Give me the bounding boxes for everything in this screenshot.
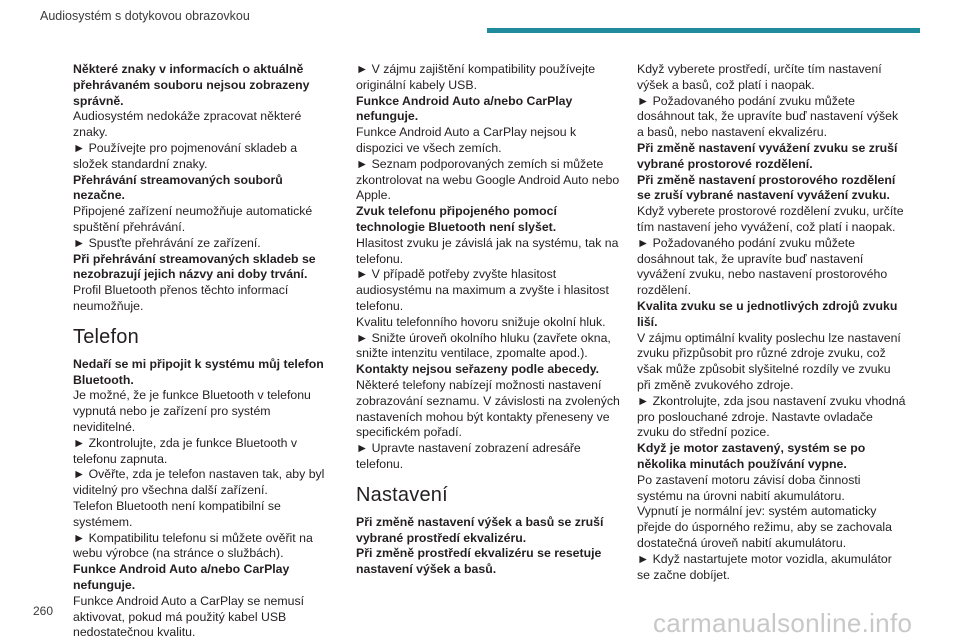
body-paragraph: Profil Bluetooth přenos těchto informací neumožňuje. [73, 283, 289, 313]
section-heading: Nastavení [356, 483, 448, 506]
issue-heading: Některé znaky v informacích o aktuálně přehrávaném souboru nejsou zobrazeny správně. [73, 62, 310, 108]
issue-heading: Při přehrávání streamovaných skladeb se nezobrazují jejich názvy ani doby trvání. [73, 251, 316, 282]
issue-heading: Funkce Android Auto a/nebo CarPlay nefunguje. [73, 562, 290, 592]
column-1 [73, 62, 335, 641]
issue-heading: Kvalita zvuku se u jednotlivých zdrojů zvuku liší. [637, 298, 898, 329]
column-2 [356, 62, 624, 578]
body-paragraph: Hlasitost zvuku je závislá jak na systému, tak na telefonu. [356, 235, 619, 266]
watermark: carmanualsonline.info [653, 608, 913, 638]
issue-heading: Kontakty nejsou seřazeny podle abecedy. [356, 362, 600, 377]
body-paragraph: Telefon Bluetooth není kompatibilní se systémem. [73, 498, 281, 529]
body-paragraph: Je možné, že je funkce Bluetooth v telefonu vypnutá nebo je zařízení pro systém neviditelné. [73, 388, 311, 434]
body-paragraph: ► Seznam podporovaných zemích si můžete zkontrolovat na webu Google Android Auto nebo Apple. [356, 156, 620, 203]
body-paragraph: ► Požadovaného podání zvuku můžete dosáhnout tak, že upravíte buď nastavení výšek a basů, nebo nastavení ekvalizéru. [637, 93, 899, 140]
issue-heading: Při změně nastavení výšek a basů se zruší vybrané prostředí ekvalizéru. [356, 514, 604, 545]
body-paragraph: ► Když nastartujete motor vozidla, akumulátor se začne dobíjet. [637, 551, 892, 582]
header-accent-bar [487, 28, 920, 33]
issue-heading: Při změně nastavení prostorového rozdělení se zruší vybrané nastavení vyvážení zvuku. [637, 172, 896, 203]
body-paragraph: ► Snižte úroveň okolního hluku (zavřete okna, snižte intenzitu ventilace, zpomalte apod.). [356, 330, 611, 361]
issue-heading: Přehrávání streamovaných souborů nezačne. [73, 172, 283, 203]
body-paragraph: ► Spusťte přehrávání ze zařízení. [73, 235, 261, 250]
body-paragraph: ► Upravte nastavení zobrazení adresáře telefonu. [356, 441, 581, 471]
running-header: Audiosystém s dotykovou obrazovkou [40, 9, 250, 23]
issue-heading: Při změně nastavení vyvážení zvuku se zruší vybrané prostorové rozdělení. [637, 140, 898, 171]
body-paragraph: Vypnutí je normální jev: systém automaticky přejde do úsporného režimu, aby se zachovala dostatečná úroveň nabití akumulátoru. [637, 504, 892, 550]
body-paragraph: ► V zájmu zajištění kompatibility používejte originální kabely USB. [356, 62, 596, 92]
body-paragraph: V zájmu optimální kvality poslechu lze nastavení zvuku přizpůsobit pro různé zdroje zvuku, což však může způsobit slyšitelné rozdíly ve zvuku při změně zvukového zdroje. [637, 330, 901, 392]
section-heading: Telefon [73, 325, 139, 348]
issue-heading: Nedaří se mi připojit k systému můj telefon Bluetooth. [73, 356, 324, 387]
body-paragraph: Kvalitu telefonního hovoru snižuje okolní hluk. [356, 314, 606, 329]
body-paragraph: Audiosystém nedokáže zpracovat některé znaky. [73, 109, 302, 140]
body-paragraph: Některé telefony nabízejí možnosti nastavení zobrazování seznamu. V závislosti na zvolených nastaveních mohou být kontakty přeneseny ve specifickém pořadí. [356, 377, 620, 440]
body-paragraph: ► Používejte pro pojmenování skladeb a složek standardní znaky. [73, 140, 298, 171]
body-paragraph: Když vyberete prostorové rozdělení zvuku, určíte tím nastavení jeho vyvážení, což platí i naopak. [637, 204, 904, 234]
body-paragraph: Funkce Android Auto a CarPlay se nemusí aktivovat, pokud má použitý kabel USB nedostatečnou kvalitu. [73, 593, 305, 640]
body-paragraph: ► Ověřte, zda je telefon nastaven tak, aby byl viditelný pro všechna další zařízení. [73, 467, 325, 498]
issue-heading: Zvuk telefonu připojeného pomocí technologie Bluetooth není slyšet. [356, 204, 557, 234]
body-paragraph: Když vyberete prostředí, určíte tím nastavení výšek a basů, což platí i naopak. [637, 62, 882, 92]
body-paragraph: ► Kompatibilitu telefonu si můžete ověřit na webu výrobce (na stránce o službách). [73, 530, 313, 561]
body-paragraph: ► V případě potřeby zvyšte hlasitost audiosystému na maximum a zvyšte i hlasitost telefonu. [356, 267, 609, 313]
body-paragraph: ► Zkontrolujte, zda jsou nastavení zvuku vhodná pro poslouchané zdroje. Nastavte ovladače zvuku do střední pozice. [637, 393, 906, 440]
issue-heading: Při změně prostředí ekvalizéru se resetuje nastavení výšek a basů. [356, 546, 602, 577]
column-3 [637, 62, 907, 583]
issue-heading: Funkce Android Auto a/nebo CarPlay nefunguje. [356, 93, 573, 124]
body-paragraph: Funkce Android Auto a CarPlay nejsou k dispozici ve všech zemích. [356, 125, 577, 155]
body-paragraph: ► Požadovaného podání zvuku můžete dosáhnout tak, že upravíte buď nastavení vyvážení zvuku, nebo nastavení prostorového rozdělení. [637, 235, 888, 298]
page-number: 260 [33, 604, 54, 618]
issue-heading: Když je motor zastavený, systém se po několika minutách používání vypne. [637, 441, 866, 471]
body-paragraph: Po zastavení motoru závisí doba činnosti systému na úrovni nabití akumulátoru. [637, 472, 861, 503]
body-paragraph: Připojené zařízení neumožňuje automatické spuštění přehrávání. [73, 204, 313, 234]
body-paragraph: ► Zkontrolujte, zda je funkce Bluetooth v telefonu zapnuta. [73, 435, 298, 466]
